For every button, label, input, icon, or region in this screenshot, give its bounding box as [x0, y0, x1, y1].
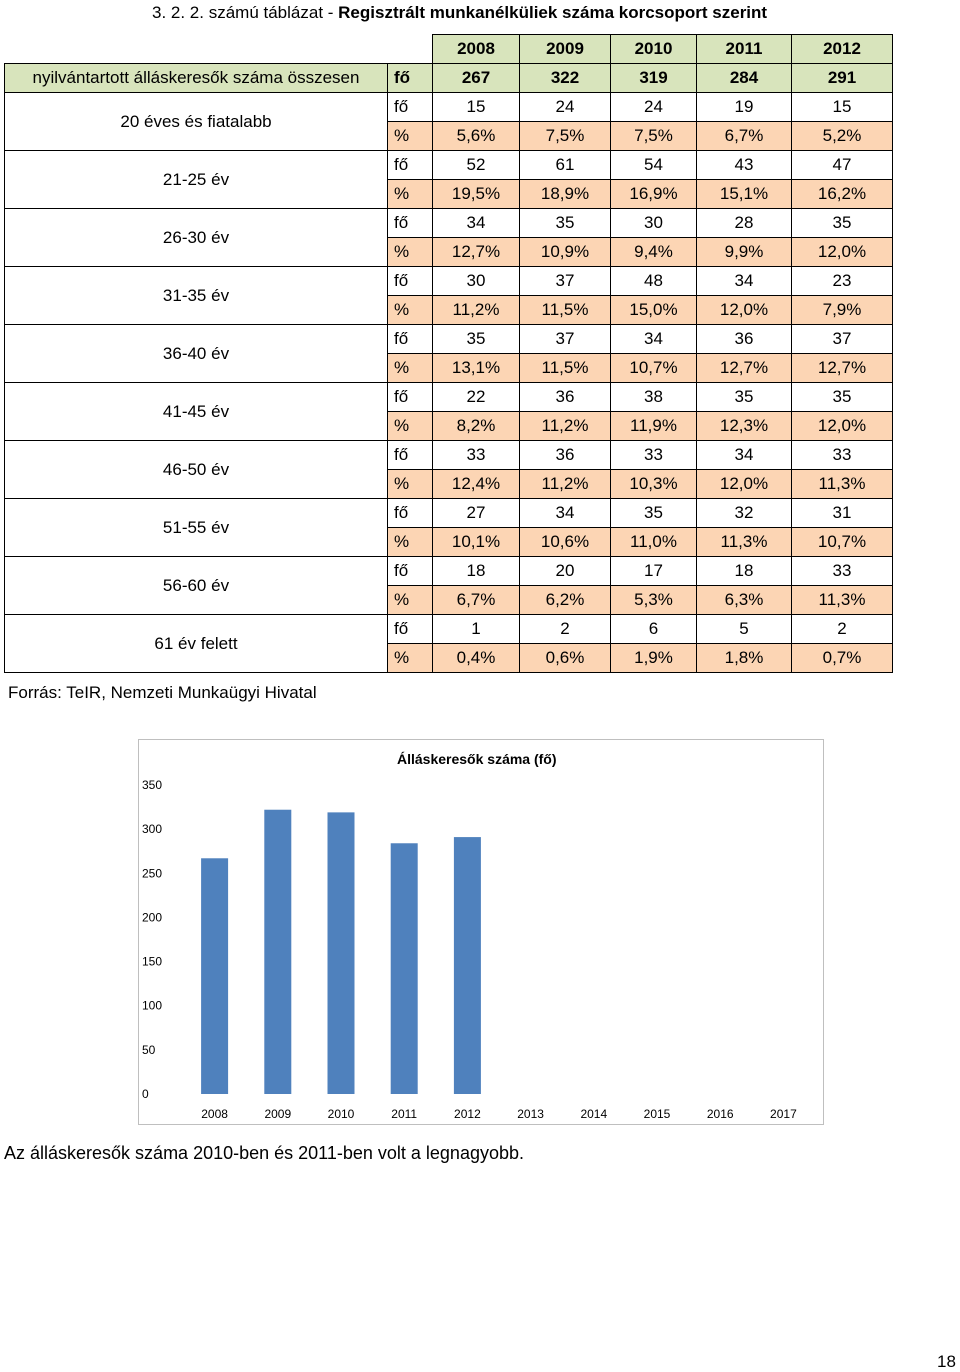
count-cell: 24	[611, 93, 697, 122]
caption-number: 3. 2. 2. számú táblázat -	[152, 3, 334, 22]
group-count-row	[5, 383, 893, 412]
unit-cell: %	[388, 644, 433, 673]
group-count-row	[5, 557, 893, 586]
bar	[391, 843, 418, 1094]
count-cell: 61	[520, 151, 611, 180]
percent-cell: 7,9%	[792, 296, 893, 325]
unit-cell: fő	[388, 557, 433, 586]
chart-title: Álláskeresők száma (fő)	[397, 751, 557, 767]
total-value: 291	[792, 64, 893, 93]
count-cell: 35	[792, 383, 893, 412]
age-group-label: 56-60 év	[5, 557, 388, 615]
percent-cell: 12,0%	[792, 238, 893, 267]
count-cell: 34	[433, 209, 520, 238]
percent-cell: 6,2%	[520, 586, 611, 615]
count-cell: 34	[697, 267, 792, 296]
unit-cell: %	[388, 586, 433, 615]
percent-cell: 10,3%	[611, 470, 697, 499]
percent-cell: 8,2%	[433, 412, 520, 441]
percent-cell: 13,1%	[433, 354, 520, 383]
count-cell: 37	[520, 325, 611, 354]
count-cell: 22	[433, 383, 520, 412]
percent-cell: 10,1%	[433, 528, 520, 557]
percent-cell: 11,5%	[520, 296, 611, 325]
count-cell: 35	[611, 499, 697, 528]
x-tick-label: 2015	[643, 1107, 671, 1121]
bar	[264, 810, 291, 1094]
percent-cell: 0,6%	[520, 644, 611, 673]
percent-cell: 12,4%	[433, 470, 520, 499]
bar-chart	[138, 739, 824, 1125]
count-cell: 54	[611, 151, 697, 180]
group-count-row	[5, 93, 893, 122]
count-cell: 47	[792, 151, 893, 180]
bar	[328, 812, 355, 1094]
percent-cell: 15,0%	[611, 296, 697, 325]
count-cell: 30	[433, 267, 520, 296]
count-cell: 33	[433, 441, 520, 470]
y-tick-label: 350	[142, 778, 163, 792]
count-cell: 52	[433, 151, 520, 180]
count-cell: 36	[697, 325, 792, 354]
year-header: 2009	[520, 35, 611, 64]
y-tick-label: 100	[142, 998, 163, 1013]
unit-cell: fő	[388, 499, 433, 528]
percent-cell: 16,9%	[611, 180, 697, 209]
count-cell: 27	[433, 499, 520, 528]
count-cell: 36	[520, 383, 611, 412]
count-cell: 6	[611, 615, 697, 644]
unit-cell: %	[388, 470, 433, 499]
percent-cell: 6,7%	[697, 122, 792, 151]
percent-cell: 7,5%	[520, 122, 611, 151]
x-tick-label: 2013	[517, 1107, 544, 1121]
percent-cell: 9,4%	[611, 238, 697, 267]
count-cell: 33	[792, 441, 893, 470]
count-cell: 1	[433, 615, 520, 644]
y-tick-label: 200	[142, 910, 163, 925]
x-tick-label: 2008	[201, 1107, 228, 1121]
unit-cell: fő	[388, 383, 433, 412]
percent-cell: 11,9%	[611, 412, 697, 441]
count-cell: 19	[697, 93, 792, 122]
count-cell: 20	[520, 557, 611, 586]
y-tick-label: 250	[142, 866, 163, 881]
count-cell: 33	[611, 441, 697, 470]
x-tick-label: 2016	[706, 1107, 734, 1121]
percent-cell: 12,0%	[697, 296, 792, 325]
percent-cell: 10,9%	[520, 238, 611, 267]
x-tick-label: 2014	[580, 1107, 608, 1121]
count-cell: 35	[520, 209, 611, 238]
percent-cell: 11,0%	[611, 528, 697, 557]
total-unit: fő	[388, 64, 433, 93]
count-cell: 35	[792, 209, 893, 238]
unemployment-table	[4, 34, 893, 673]
percent-cell: 11,2%	[520, 412, 611, 441]
age-group-label: 26-30 év	[5, 209, 388, 267]
percent-cell: 1,9%	[611, 644, 697, 673]
age-group-label: 61 év felett	[5, 615, 388, 673]
percent-cell: 11,2%	[433, 296, 520, 325]
count-cell: 15	[792, 93, 893, 122]
count-cell: 37	[792, 325, 893, 354]
percent-cell: 11,2%	[520, 470, 611, 499]
percent-cell: 10,7%	[611, 354, 697, 383]
age-group-label: 31-35 év	[5, 267, 388, 325]
unit-cell: %	[388, 180, 433, 209]
age-group-label: 20 éves és fiatalabb	[5, 93, 388, 151]
unit-cell: %	[388, 122, 433, 151]
count-cell: 30	[611, 209, 697, 238]
percent-cell: 5,3%	[611, 586, 697, 615]
count-cell: 34	[697, 441, 792, 470]
age-group-label: 21-25 év	[5, 151, 388, 209]
age-group-label: 36-40 év	[5, 325, 388, 383]
year-header: 2008	[433, 35, 520, 64]
x-tick-label: 2017	[770, 1107, 797, 1121]
percent-cell: 16,2%	[792, 180, 893, 209]
unit-cell: %	[388, 238, 433, 267]
percent-cell: 18,9%	[520, 180, 611, 209]
count-cell: 38	[611, 383, 697, 412]
count-cell: 48	[611, 267, 697, 296]
chart-svg	[139, 740, 823, 1124]
percent-cell: 0,7%	[792, 644, 893, 673]
summary-note: Az álláskeresők száma 2010-ben és 2011-ben volt a legnagyobb.	[4, 1143, 524, 1163]
y-tick-label: 300	[142, 822, 163, 837]
caption-title: Regisztrált munkanélküliek száma korcsoport szerint	[338, 3, 768, 22]
unit-cell: fő	[388, 93, 433, 122]
percent-cell: 11,3%	[792, 470, 893, 499]
group-count-row	[5, 499, 893, 528]
count-cell: 33	[792, 557, 893, 586]
count-cell: 34	[611, 325, 697, 354]
bar	[454, 837, 481, 1094]
y-tick-label: 0	[142, 1087, 149, 1101]
y-tick-label: 50	[142, 1042, 156, 1057]
x-tick-label: 2011	[391, 1107, 418, 1121]
count-cell: 43	[697, 151, 792, 180]
percent-cell: 0,4%	[433, 644, 520, 673]
group-count-row	[5, 615, 893, 644]
unit-cell: fő	[388, 441, 433, 470]
y-tick-label: 150	[142, 954, 163, 969]
unit-cell: fő	[388, 267, 433, 296]
percent-cell: 9,9%	[697, 238, 792, 267]
percent-cell: 7,5%	[611, 122, 697, 151]
percent-cell: 12,0%	[697, 470, 792, 499]
page-number: 18	[937, 1352, 956, 1371]
percent-cell: 6,3%	[697, 586, 792, 615]
group-count-row	[5, 325, 893, 354]
count-cell: 32	[697, 499, 792, 528]
source-note: Forrás: TeIR, Nemzeti Munkaügyi Hivatal	[8, 683, 317, 702]
count-cell: 2	[792, 615, 893, 644]
percent-cell: 11,5%	[520, 354, 611, 383]
x-tick-label: 2012	[454, 1107, 481, 1121]
header-blank	[5, 35, 433, 64]
x-tick-label: 2010	[327, 1107, 355, 1121]
percent-cell: 1,8%	[697, 644, 792, 673]
count-cell: 34	[520, 499, 611, 528]
percent-cell: 11,3%	[697, 528, 792, 557]
group-count-row	[5, 151, 893, 180]
year-header: 2011	[697, 35, 792, 64]
unit-cell: fő	[388, 209, 433, 238]
percent-cell: 12,7%	[697, 354, 792, 383]
count-cell: 15	[433, 93, 520, 122]
bar	[201, 858, 228, 1094]
count-cell: 18	[433, 557, 520, 586]
count-cell: 2	[520, 615, 611, 644]
percent-cell: 12,7%	[433, 238, 520, 267]
x-tick-label: 2009	[264, 1107, 292, 1121]
percent-cell: 15,1%	[697, 180, 792, 209]
group-count-row	[5, 267, 893, 296]
total-label: nyilvántartott álláskeresők száma összesen	[5, 64, 388, 93]
total-value: 267	[433, 64, 520, 93]
total-value: 319	[611, 64, 697, 93]
count-cell: 17	[611, 557, 697, 586]
percent-cell: 11,3%	[792, 586, 893, 615]
percent-cell: 6,7%	[433, 586, 520, 615]
percent-cell: 5,6%	[433, 122, 520, 151]
total-row	[5, 64, 893, 93]
count-cell: 37	[520, 267, 611, 296]
count-cell: 24	[520, 93, 611, 122]
total-value: 284	[697, 64, 792, 93]
age-group-label: 46-50 év	[5, 441, 388, 499]
group-count-row	[5, 441, 893, 470]
count-cell: 35	[433, 325, 520, 354]
percent-cell: 12,7%	[792, 354, 893, 383]
count-cell: 23	[792, 267, 893, 296]
unit-cell: %	[388, 296, 433, 325]
year-header: 2010	[611, 35, 697, 64]
percent-cell: 19,5%	[433, 180, 520, 209]
unit-cell: fő	[388, 151, 433, 180]
unit-cell: %	[388, 354, 433, 383]
percent-cell: 10,6%	[520, 528, 611, 557]
count-cell: 5	[697, 615, 792, 644]
unit-cell: %	[388, 412, 433, 441]
percent-cell: 12,3%	[697, 412, 792, 441]
count-cell: 35	[697, 383, 792, 412]
header-row	[5, 35, 893, 64]
unit-cell: %	[388, 528, 433, 557]
age-group-label: 51-55 év	[5, 499, 388, 557]
group-count-row	[5, 209, 893, 238]
unit-cell: fő	[388, 325, 433, 354]
age-group-label: 41-45 év	[5, 383, 388, 441]
percent-cell: 12,0%	[792, 412, 893, 441]
unit-cell: fő	[388, 615, 433, 644]
total-value: 322	[520, 64, 611, 93]
percent-cell: 5,2%	[792, 122, 893, 151]
count-cell: 18	[697, 557, 792, 586]
count-cell: 28	[697, 209, 792, 238]
year-header: 2012	[792, 35, 893, 64]
percent-cell: 10,7%	[792, 528, 893, 557]
table-caption	[152, 0, 767, 26]
count-cell: 36	[520, 441, 611, 470]
count-cell: 31	[792, 499, 893, 528]
